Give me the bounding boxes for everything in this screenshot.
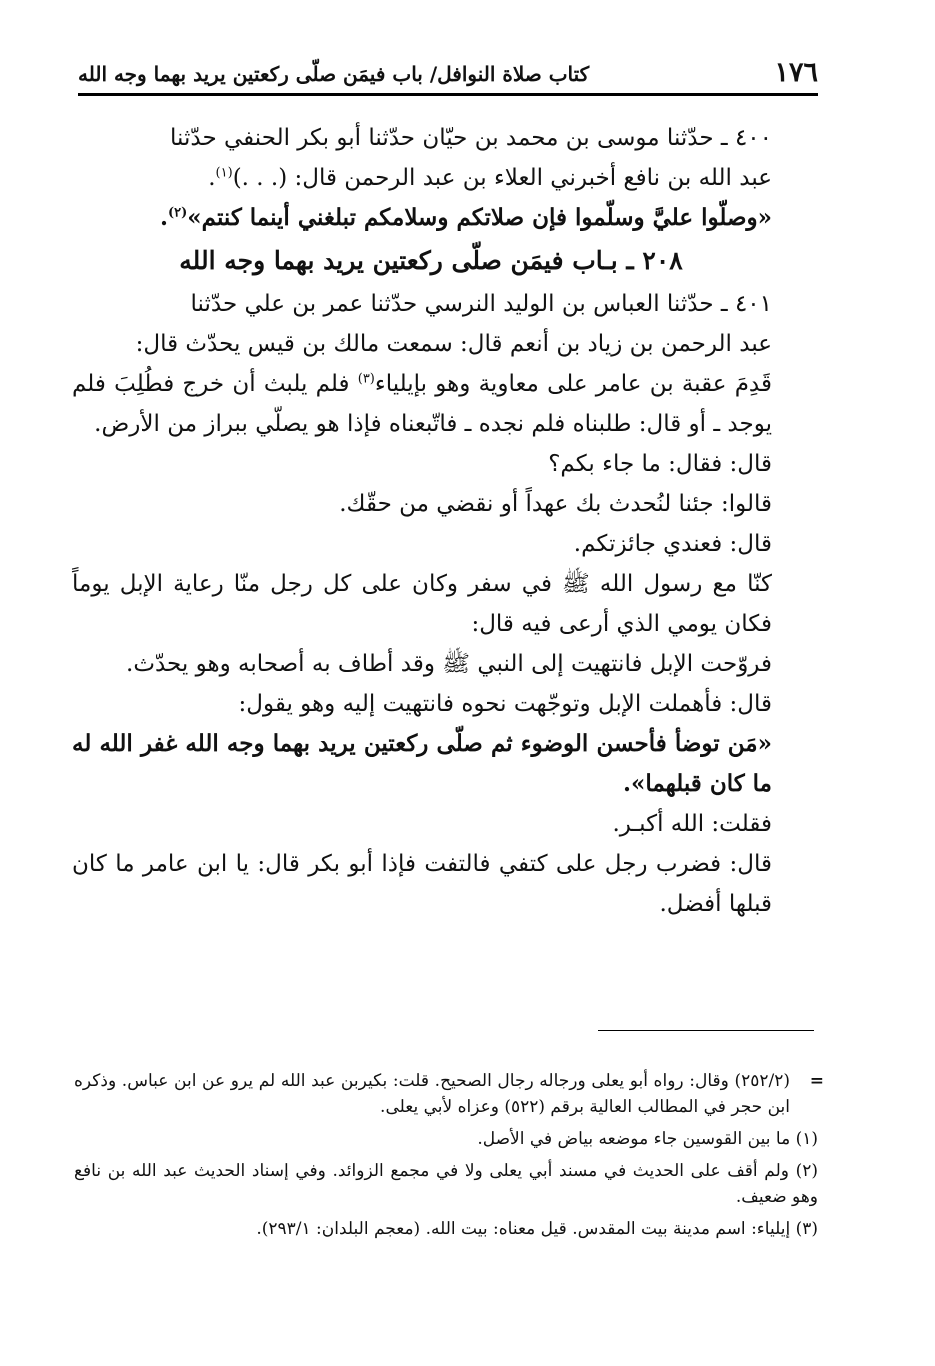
chapter-heading: ٢٠٨ ـ بـاب فيمَن صلّى ركعتين يريد بهما وجه الله	[179, 246, 683, 275]
paragraph-qadima-rest: فلم يلبث أن خرج فطُلِبَ فلم يوجد ـ أو قال: طلبناه فلم نجده ـ فاتّبعناه فإذا هو يصلّي ببراز من الأرض.	[72, 371, 772, 437]
continuation-marker: =	[809, 1071, 824, 1091]
footnote-3: (٣) إيلياء: اسم مدينة بيت المقدس. قيل معناه: بيت الله. (معجم البلدان: ٢٩٣/١).	[256, 1219, 818, 1239]
hadith-401-isnad	[72, 284, 820, 364]
hadith-400-line-2: عبد الله بن نافع أخبرني العلاء بن عبد الرحمن قال: (. . .)	[232, 165, 772, 191]
paragraph-qala-1: قال: فقال: ما جاء بكم؟	[548, 451, 772, 477]
paragraph-qadima-text: قَدِمَ عقبة بن عامر على معاوية وهو بإيلياء	[374, 371, 773, 397]
paragraph-qala-2: قال: فعندي جائزتكم.	[573, 531, 772, 557]
page-header	[78, 44, 818, 92]
footnote-continuation-text: (٢٥٢/٢) وقال: رواه أبو يعلى ورجاله رجال الصحيح. قلت: بكيربن عبد الله لم يرو عن ابن عباس. وذكره ابن حجر في المطالب العالية برقم (٥٢٢) وعزاه لأبي يعلى.	[74, 1071, 790, 1117]
hadith-401-matn: «مَن توضأ فأحسن الوضوء ثم صلّى ركعتين يريد بهما وجه الله غفر الله له ما كان قبلهما».	[72, 730, 772, 797]
paragraph-kunna: كنّا مع رسول الله ﷺ في سفر وكان على كل رجل منّا رعاية الإبل يوماً فكان يومي الذي أرعى فيه قال:	[72, 571, 772, 637]
hadith-400-matn	[72, 198, 820, 238]
hadith-400-line-1: ٤٠٠ ـ حدّثنا موسى بن محمد بن حيّان حدّثنا أبو بكر الحنفي حدّثنا	[170, 125, 772, 151]
main-text	[72, 118, 820, 924]
hadith-400-matn-text: «وصلّوا عليَّ وسلّموا فإن صلاتكم وسلامكم تبلغني أينما كنتم»	[187, 204, 772, 231]
paragraph-qadima	[72, 364, 820, 444]
hadith-401-line-1: ٤٠١ ـ حدّثنا العباس بن الوليد النرسي حدّثنا عمر بن علي حدّثنا	[190, 291, 772, 317]
footnote-rule	[598, 1030, 814, 1031]
paragraph-qalu: قالوا: جئنا لنُحدث بك عهداً أو نقضي من حقّك.	[339, 491, 772, 517]
footnote-ref-3: (٣)	[357, 371, 375, 387]
footnotes	[74, 1068, 824, 1248]
period: .	[208, 165, 216, 191]
paragraph-takbir: فقلت: الله أكبـر.	[612, 811, 772, 837]
paragraph-final: قال: فضرب رجل على كتفي فالتفت فإذا أبو بكر قال: يا ابن عامر ما كان قبلها أفضل.	[72, 851, 772, 917]
page-number: ١٧٦	[774, 57, 818, 88]
footnote-2: (٢) ولم أقف على الحديث في مسند أبي يعلى ولا في مجمع الزوائد. وفي إسناد الحديث عبد الله بن نافع وهو ضعيف.	[74, 1161, 818, 1207]
hadith-401-line-2: عبد الرحمن بن زياد بن أنعم قال: سمعت مالك بن قيس يحدّث قال:	[135, 331, 772, 357]
footnote-ref-2: (٢)	[167, 205, 188, 221]
footnote-1: (١) ما بين القوسين جاء موضعه بياض في الأصل.	[477, 1129, 818, 1149]
header-rule	[78, 93, 818, 96]
footnote-ref-1: (١)	[215, 165, 233, 181]
footnote-continuation	[74, 1068, 824, 1120]
paragraph-ahmaltu: قال: فأهملت الإبل وتوجّهت نحوه فانتهيت إليه وهو يقول:	[238, 691, 772, 717]
running-title: كتاب صلاة النوافل/ باب فيمَن صلّى ركعتين يريد بهما وجه الله	[78, 62, 590, 86]
paragraph-farawwaht: فروّحت الإبل فانتهيت إلى النبي ﷺ وقد أطاف به أصحابه وهو يحدّث.	[126, 651, 772, 677]
hadith-400-isnad	[72, 118, 820, 198]
period: .	[159, 204, 168, 231]
